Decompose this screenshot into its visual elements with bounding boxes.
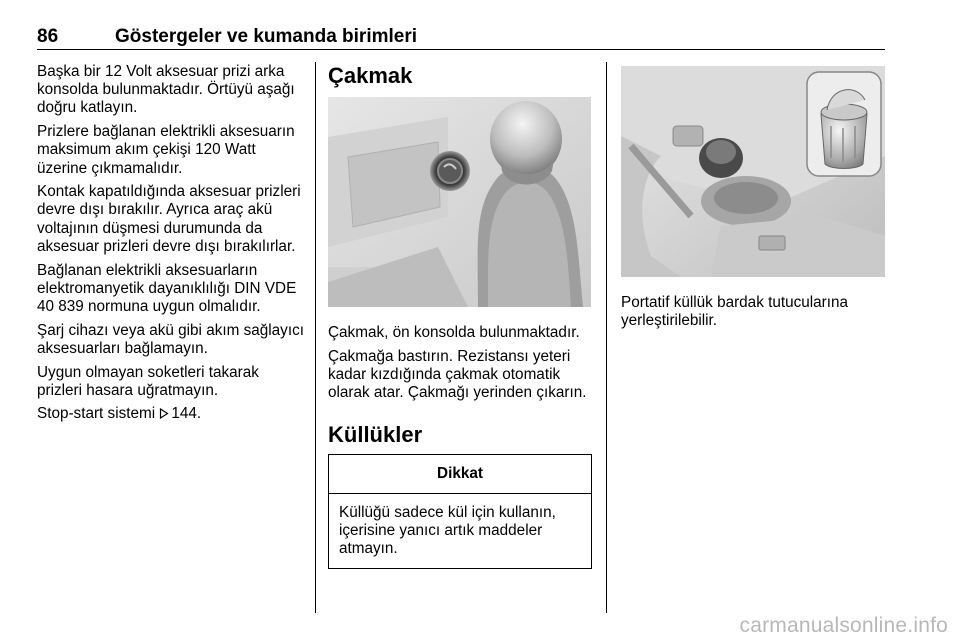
- column-divider: [315, 62, 316, 613]
- paragraph: Kontak kapatıldığında aksesuar prizleri devre dışı bırakılır. Ayrıca araç akü voltajının düşmesi durumunda da aksesuar prizleri devre dışı bırakılırlar.: [37, 183, 301, 255]
- paragraph: Çakmak, ön konsolda bulunmaktadır.: [328, 324, 580, 341]
- crossref-arrow-icon: [159, 408, 169, 419]
- paragraph: Şarj cihazı veya akü gibi akım sağlayıcı aksesuarları bağlamayın.: [37, 321, 304, 357]
- caution-text: Küllüğü sadece kül için kullanın, içerisine yanıcı artık maddeler atmayın.: [339, 503, 556, 557]
- crossref-link[interactable]: 144.: [171, 405, 202, 423]
- right-column: [621, 66, 885, 336]
- section-heading: Çakmak: [328, 63, 413, 88]
- page-number: 86: [37, 26, 59, 47]
- paragraph: Portatif küllük bardak tutucularına yerleştirilebilir.: [621, 294, 849, 330]
- paragraph: Uygun olmayan soketleri takarak prizleri hasara uğratmayın.: [37, 363, 259, 399]
- column-divider: [606, 62, 607, 613]
- page-title: Göstergeler ve kumanda birimleri: [115, 26, 418, 47]
- header-rule: [37, 49, 885, 50]
- left-column: [37, 63, 307, 429]
- middle-column: [328, 63, 592, 569]
- paragraph: Başka bir 12 Volt aksesuar prizi arka konsolda bulunmaktadır. Örtüyü aşağı doğru katlayın.: [37, 63, 295, 117]
- watermark: carmanualsonline.info: [739, 614, 948, 637]
- paragraph: Bağlanan elektrikli aksesuarların elektromanyetik dayanıklılığı DIN VDE 40 839 normuna uygun olmalıdır.: [37, 261, 297, 315]
- crossref-text: Stop-start sistemi: [37, 405, 156, 423]
- crossref-paragraph: [37, 405, 307, 423]
- section-heading: Küllükler: [328, 422, 423, 448]
- cigarette-lighter-photo-icon: [328, 97, 591, 307]
- caution-box: [328, 454, 592, 569]
- paragraph: Prizlere bağlanan elektrikli aksesuarın maksimum akım çekişi 120 Watt üzerine çıkmamalıdır.: [37, 123, 295, 177]
- paragraph: Çakmağa bastırın. Rezistansı yeteri kadar kızdığında çakmak otomatik olarak atar. Çakmağı yerinden çıkarın.: [328, 347, 587, 402]
- caution-title: Dikkat: [329, 455, 591, 493]
- page-header: [37, 26, 885, 50]
- portable-ashtray-photo-icon: [621, 66, 885, 277]
